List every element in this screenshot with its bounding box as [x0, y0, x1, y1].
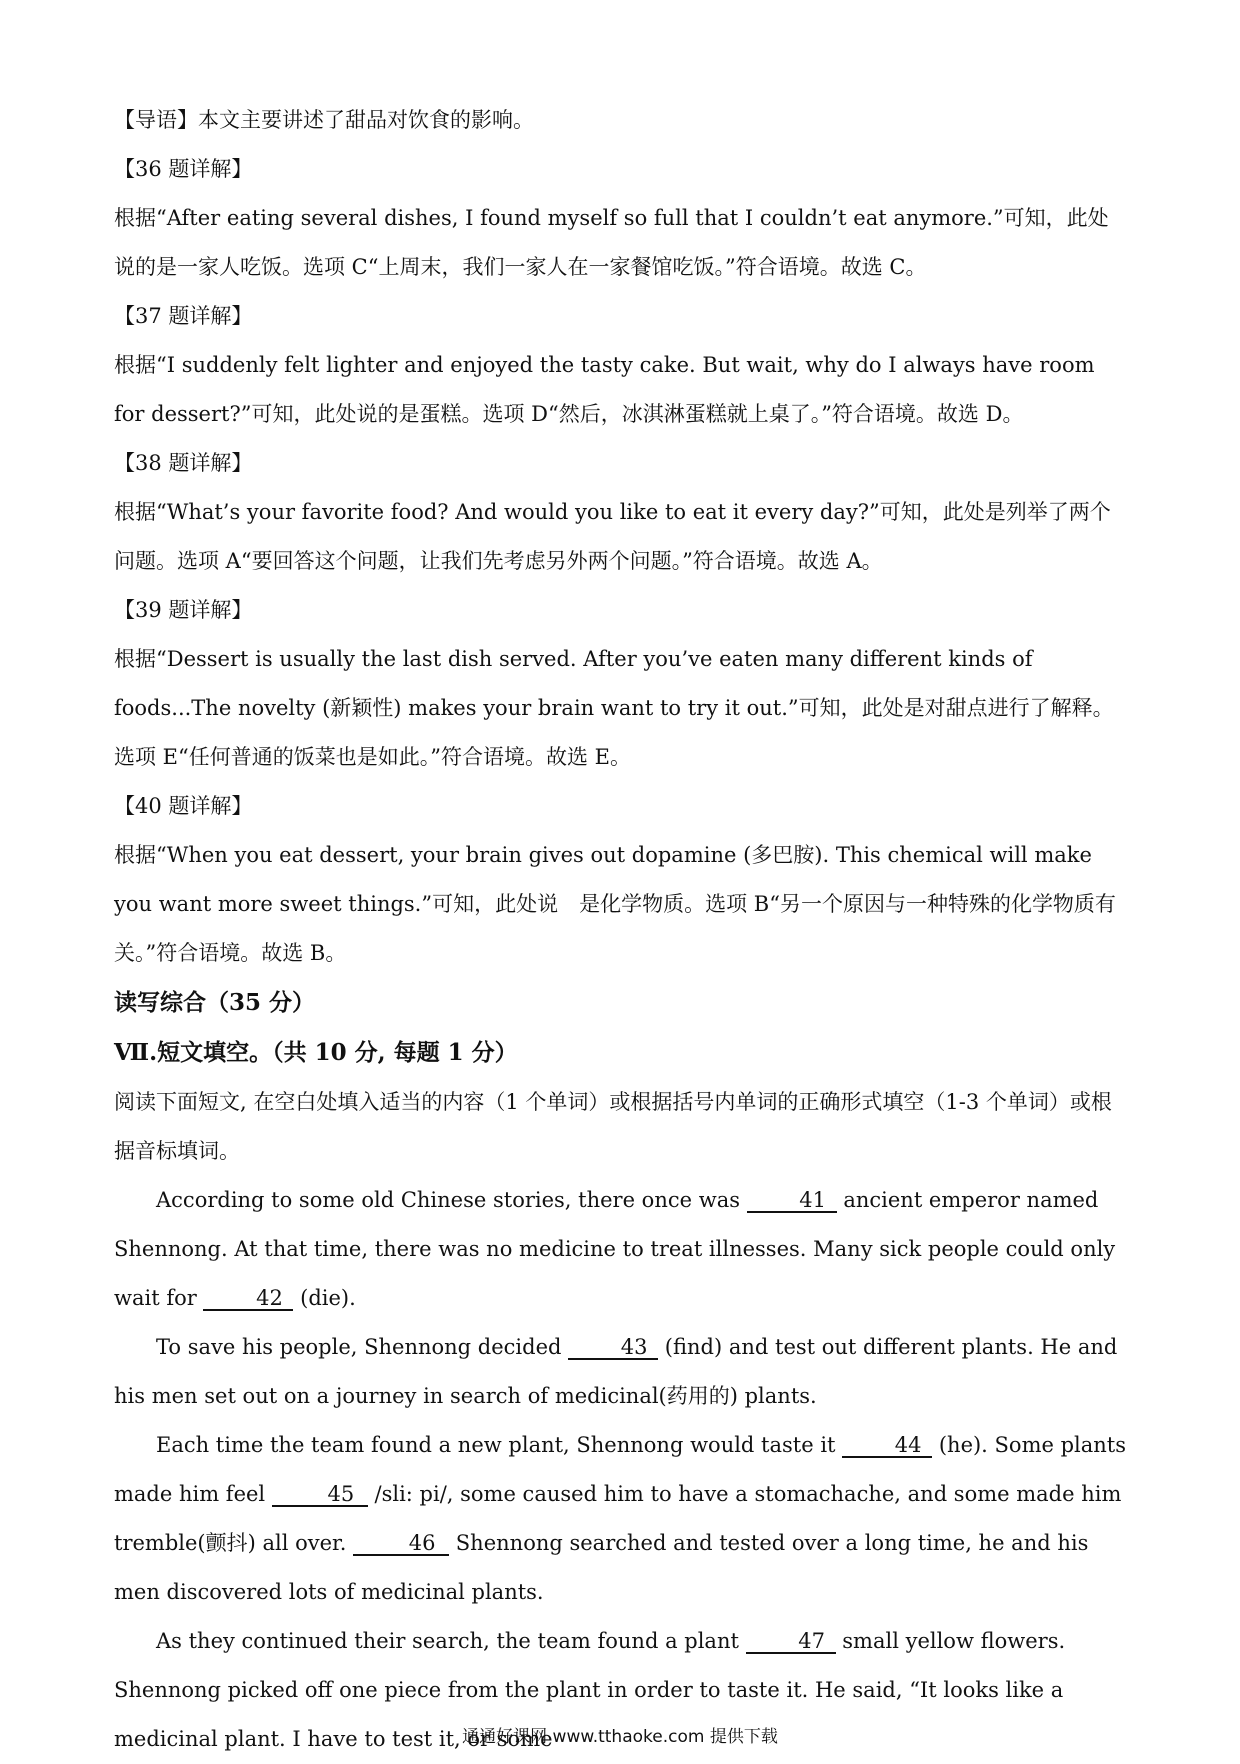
- passage-text: (die).: [293, 1286, 356, 1310]
- blank-46: 46: [353, 1532, 449, 1556]
- passage-paragraph-3: [114, 1421, 1126, 1617]
- blank-44: 44: [842, 1434, 932, 1458]
- item-36-tag: 【36 题详解】: [114, 157, 253, 181]
- blank-41: 41: [747, 1189, 837, 1213]
- passage-text: (he). Some plants made him feel: [114, 1433, 1127, 1506]
- passage-text: (find) and test out different plants. He and his men set out on a journey in search of medicinal(药用的) plants.: [114, 1335, 1118, 1408]
- item-39-explanation: 根据“Dessert is usually the last dish served. After you’ve eaten many different kinds of foods...The novelty (新颖性) makes your brain want to try it out.”可知，此处是对甜点进行了解释。选项 E“任何普通的饭菜也是如此。”符合语境。故选 E。: [114, 647, 1114, 769]
- item-36-explanation: 根据“After eating several dishes, I found myself so full that I couldn’t eat anymore.”可知，此处说的是一家人吃饭。选项 C“上周末，我们一家人在一家餐馆吃饭。”符合语境。故选 C。: [114, 206, 1109, 279]
- blank-42: 42: [203, 1287, 293, 1311]
- passage-text: As they continued their search, the team found a plant: [156, 1629, 746, 1653]
- document-body: [114, 96, 1126, 1764]
- blank-47: 47: [746, 1630, 836, 1654]
- passage-text: To save his people, Shennong decided: [156, 1335, 569, 1359]
- instructions-text: 阅读下面短文, 在空白处填入适当的内容（1 个单词）或根据括号内单词的正确形式填空（1-3 个单词）或根据音标填词。: [114, 1090, 1112, 1163]
- item-37-tag: 【37 题详解】: [114, 304, 253, 328]
- blank-43: 43: [568, 1336, 658, 1360]
- passage-text: Each time the team found a new plant, Shennong would taste it: [156, 1433, 843, 1457]
- passage-text: ancient emperor named Shennong. At that time, there was no medicine to treat illnesses. Many sick people could only wait for: [114, 1188, 1116, 1310]
- item-40-explanation: 根据“When you eat dessert, your brain gives out dopamine (多巴胺). This chemical will make you want more sweet things.”可知，此处说 是化学物质。选项 B“另一个原因与一种特殊的化学物质有关。”符合语境。故选 B。: [114, 843, 1116, 965]
- passage-text: Shennong searched and tested over a long time, he and his men discovered lots of medicinal plants.: [114, 1531, 1089, 1604]
- intro-line: 【导语】本文主要讲述了甜品对饮食的影响。: [114, 108, 534, 132]
- item-40-tag: 【40 题详解】: [114, 794, 253, 818]
- blank-45: 45: [272, 1483, 368, 1507]
- page-footer: 通通好课网 www.tthaoke.com 提供下载: [462, 1727, 778, 1747]
- passage-text: /sli: pi/, some caused him to have a stomachache, and some made him tremble(颤抖) all over.: [114, 1482, 1122, 1555]
- item-38-explanation: 根据“What’s your favorite food? And would you like to eat it every day?”可知，此处是列举了两个问题。选项 A“要回答这个问题，让我们先考虑另外两个问题。”符合语境。故选 A。: [114, 500, 1111, 573]
- section-heading: 读写综合（35 分）: [114, 989, 316, 1016]
- passage-text: small yellow flowers. Shennong picked off one piece from the plant in order to taste it. He said, “It looks like a medicinal plant. I have to test it, or some: [114, 1629, 1066, 1751]
- item-37-explanation: 根据“I suddenly felt lighter and enjoyed the tasty cake. But wait, why do I always have room for dessert?”可知，此处说的是蛋糕。选项 D“然后，冰淇淋蛋糕就上桌了。”符合语境。故选 D。: [114, 353, 1095, 426]
- item-39-tag: 【39 题详解】: [114, 598, 253, 622]
- part-heading: Ⅶ.短文填空。（共 10 分, 每题 1 分）: [114, 1039, 518, 1066]
- item-38-tag: 【38 题详解】: [114, 451, 253, 475]
- passage-text: According to some old Chinese stories, there once was: [156, 1188, 747, 1212]
- passage-paragraph-1: [114, 1176, 1126, 1323]
- passage-paragraph-2: [114, 1323, 1126, 1421]
